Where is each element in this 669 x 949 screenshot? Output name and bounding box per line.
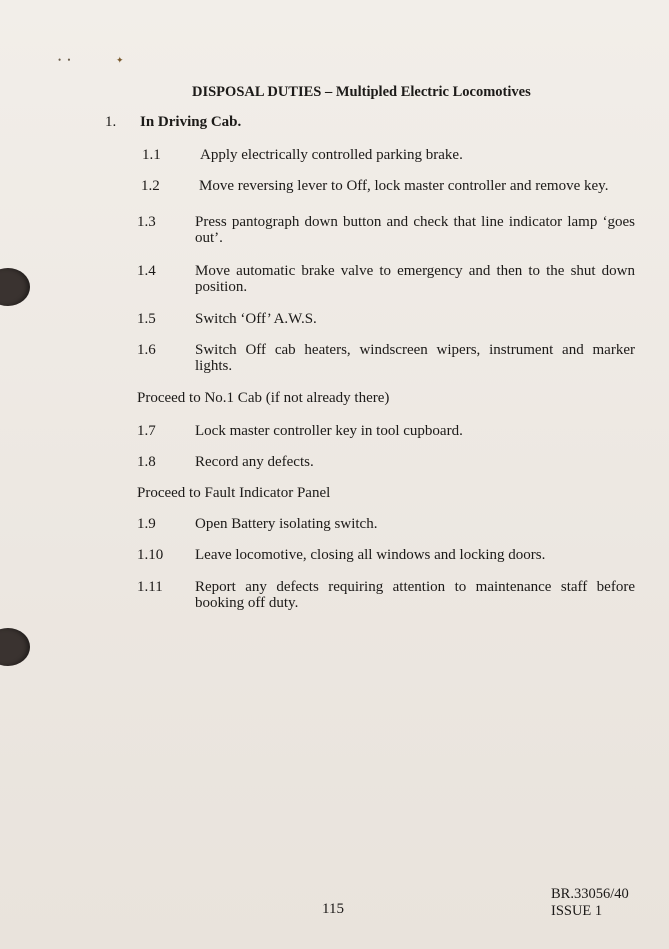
item-text: Move reversing lever to Off, lock master controller and remove key. — [199, 178, 609, 194]
item-number: 1.3 — [137, 214, 156, 230]
item-number: 1.1 — [142, 147, 161, 163]
item-text: Leave locomotive, closing all windows and locking doors. — [195, 547, 546, 563]
section-number: 1. — [105, 114, 117, 130]
item-number: 1.6 — [137, 342, 156, 358]
item-text: Switch Off cab heaters, windscreen wipers, instrument and marker lights. — [195, 342, 635, 374]
item-text: Report any defects requiring attention to maintenance staff before booking off duty. — [195, 579, 635, 611]
item-number: 1.10 — [137, 547, 164, 563]
paper-speck: • • — [58, 55, 73, 65]
item-text: Switch ‘Off’ A.W.S. — [195, 311, 317, 327]
item-text: Record any defects. — [195, 454, 314, 470]
item-text: Move automatic brake valve to emergency and then to the shut down position. — [195, 263, 635, 295]
item-text: Apply electrically controlled parking brake. — [200, 147, 463, 163]
page-number: 115 — [322, 901, 344, 917]
item-text: Press pantograph down button and check that line indicator lamp ‘goes out’. — [195, 214, 635, 246]
proceed-instruction: Proceed to Fault Indicator Panel — [137, 485, 331, 501]
proceed-instruction: Proceed to No.1 Cab (if not already there) — [137, 390, 390, 406]
item-number: 1.5 — [137, 311, 156, 327]
document-reference — [551, 886, 629, 920]
item-number: 1.4 — [137, 263, 156, 279]
item-text: Lock master controller key in tool cupboard. — [195, 423, 463, 439]
punch-hole-bottom — [0, 628, 30, 666]
punch-hole-top — [0, 268, 30, 306]
issue-label: ISSUE 1 — [551, 903, 603, 919]
paper-speck: ✦ — [116, 55, 124, 65]
item-number: 1.2 — [141, 178, 160, 194]
item-text: Open Battery isolating switch. — [195, 516, 378, 532]
reference-code: BR.33056/40 — [551, 886, 629, 902]
section-title: In Driving Cab. — [140, 114, 242, 130]
item-number: 1.7 — [137, 423, 156, 439]
document-title: DISPOSAL DUTIES – Multipled Electric Locomotives — [192, 84, 531, 100]
item-number: 1.8 — [137, 454, 156, 470]
item-number: 1.11 — [137, 579, 163, 595]
item-number: 1.9 — [137, 516, 156, 532]
